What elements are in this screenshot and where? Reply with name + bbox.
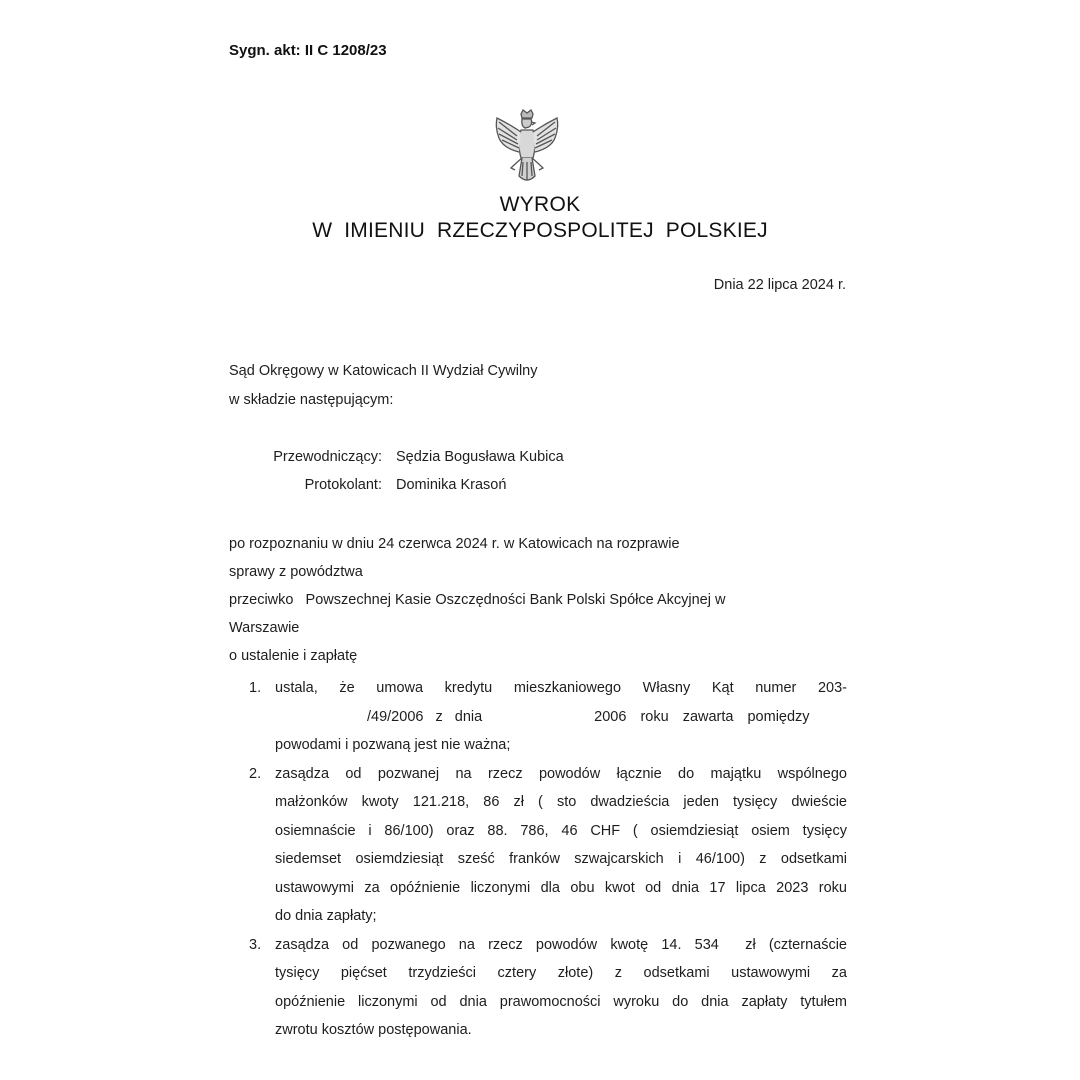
ruling-line: zasądza od pozwanego na rzecz powodów kwotę 14. 534 zł (czternaście: [275, 936, 847, 953]
ruling-item-2: [249, 760, 847, 931]
document-title: WYROK: [499, 193, 581, 216]
document-subtitle: W IMIENIU RZECZYPOSPOLITEJ POLSKIEJ: [312, 219, 768, 242]
ruling-line-part: 2006 roku zawarta pomiędzy: [594, 708, 810, 725]
ruling-line: opóźnienie liczonymi od dnia prawomocności wyroku do dnia zapłaty tytułem: [275, 993, 847, 1010]
court-name: Sąd Okręgowy w Katowicach II Wydział Cywilny: [229, 363, 538, 379]
ruling-line-redacted: [275, 703, 847, 732]
ruling-number: 1.: [249, 680, 262, 696]
case-signature: Sygn. akt: II C 1208/23: [229, 42, 387, 59]
ruling-line: powodami i pozwaną jest nie ważna;: [275, 737, 511, 753]
case-of: sprawy z powództwa: [229, 564, 363, 580]
ruling-line: ustawowymi za opóźnienie liczonymi dla obu kwot od dnia 17 lipca 2023 roku: [275, 879, 847, 896]
ruling-number: 2.: [249, 765, 262, 782]
ruling-line: tysięcy pięćset trzydzieści cztery złote) z odsetkami ustawowymi za: [275, 965, 847, 981]
ruling-line: osiemnaście i 86/100) oraz 88. 786, 46 CHF ( osiemdziesiąt osiem tysięcy: [275, 822, 847, 839]
ruling-line: zwrotu kosztów postępowania.: [275, 1022, 472, 1038]
case-subject: o ustalenie i zapłatę: [229, 648, 358, 664]
ruling-number: 3.: [249, 936, 262, 953]
ruling-item-3: [249, 931, 847, 1045]
ruling-line: siedemset osiemdziesiąt sześć franków szwajcarskich i 46/100) z odsetkami: [275, 851, 847, 867]
ruling-line: zasądza od pozwanej na rzecz powodów łącznie do majątku wspólnego: [275, 765, 847, 782]
ruling-line: małżonków kwoty 121.218, 86 zł ( sto dwadzieścia jeden tysięcy dwieście: [275, 794, 847, 810]
panel-name-clerk: Dominika Krasoń: [396, 477, 507, 493]
polish-eagle-emblem-icon: [491, 108, 563, 188]
panel-role-clerk: Protokolant:: [304, 477, 382, 493]
ruling-line-part: /49/2006 z dnia: [367, 708, 483, 725]
defendant-line-2: Warszawie: [229, 620, 300, 636]
ruling-line: do dnia zapłaty;: [275, 908, 377, 924]
composition-intro: w składzie następującym:: [229, 392, 394, 408]
defendant-line-1: przeciwko Powszechnej Kasie Oszczędności Bank Polski Spółce Akcyjnej w: [229, 592, 726, 608]
judgment-date: Dnia 22 lipca 2024 r.: [713, 277, 846, 293]
rulings-list: [249, 674, 847, 1045]
ruling-line: ustala, że umowa kredytu mieszkaniowego Własny Kąt numer 203-: [275, 680, 847, 696]
panel-role-presiding: Przewodniczący:: [273, 449, 382, 465]
hearing-info: po rozpoznaniu w dniu 24 czerwca 2024 r. w Katowicach na rozprawie: [229, 536, 680, 552]
panel-name-presiding: Sędzia Bogusława Kubica: [396, 449, 564, 465]
ruling-item-1: [249, 674, 847, 760]
